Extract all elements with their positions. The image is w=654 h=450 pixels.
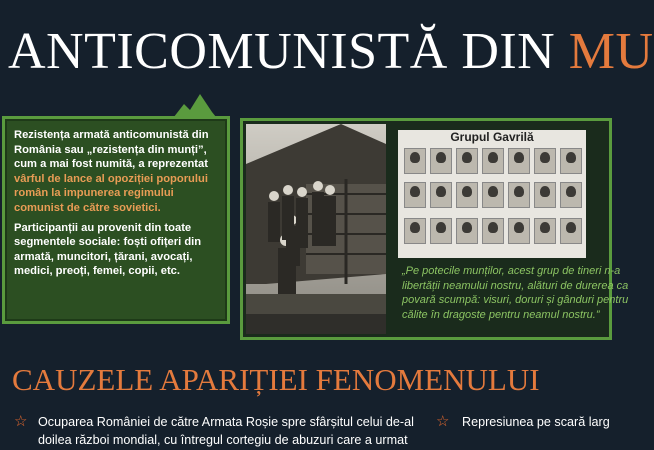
- portrait-board: [398, 130, 586, 258]
- intro-paragraph-2: Participanții au provenit din toate segmentele sociale: foști ofițeri din armată, muncitori, țărani, avocați, medici, preoți, femei, copii, etc.: [14, 221, 202, 278]
- quote-line: „Pe potecile munților, acest grup de tineri n-a: [402, 265, 621, 277]
- portrait: [482, 182, 504, 208]
- portrait: [534, 148, 556, 174]
- portrait: [404, 218, 426, 244]
- quote-line: libertății neamului nostru, alături de durerea ca: [402, 279, 629, 292]
- portrait: [508, 182, 530, 208]
- portrait: [534, 182, 556, 208]
- bullet-item: [462, 413, 610, 431]
- intro-paragraph-1: Rezistența armată anticomunistă din România sau „rezistența din munți”, cum a mai fost numită, a reprezentat vârful de lance al opoziției poporului român la impunerea regimului comunist de către sovietici.: [14, 129, 209, 214]
- bullet-line: Represiunea pe scară larg: [462, 415, 610, 429]
- portrait: [430, 218, 452, 244]
- portrait: [430, 148, 452, 174]
- portrait: [508, 218, 530, 244]
- star-outline-icon: ☆: [14, 413, 28, 430]
- portrait: [456, 148, 478, 174]
- page-title-accent: MU: [568, 23, 654, 80]
- bullet-item: [38, 413, 438, 449]
- group-photo: [246, 124, 386, 334]
- portrait: [560, 218, 582, 244]
- portrait: [456, 218, 478, 244]
- portrait: [482, 218, 504, 244]
- page-title-main: ANTICOMUNISTĂ DIN: [8, 23, 569, 80]
- portrait: [482, 148, 504, 174]
- section-heading: CAUZELE APARIȚIEI FENOMENULUI: [12, 362, 540, 397]
- quote-line: povară scumpă: visuri, doruri și gânduri pentru: [402, 294, 629, 307]
- portrait: [508, 148, 530, 174]
- quote-line: călite în dragoste pentru neamul nostru.”: [402, 308, 600, 321]
- portrait-board-title: Grupul Gavrilă: [450, 130, 534, 144]
- quote-text: [402, 264, 629, 322]
- portrait: [404, 182, 426, 208]
- portrait: [560, 182, 582, 208]
- page-title: [8, 22, 654, 82]
- intro-highlight: vârful de lance al opoziției poporului român la impunerea regimului comunist de către sovietici.: [14, 172, 208, 214]
- portrait: [534, 218, 556, 244]
- bullet-line: Ocuparea României de către Armata Roșie spre sfârșitul celui de-al: [38, 415, 414, 429]
- portrait: [404, 148, 426, 174]
- portrait: [456, 182, 478, 208]
- star-outline-icon: ☆: [436, 413, 450, 430]
- intro-text: [14, 128, 226, 284]
- bullet-line: doilea război mondial, cu întregul cortegiu de abuzuri care a urmat: [38, 433, 408, 447]
- portrait: [430, 182, 452, 208]
- portrait: [560, 148, 582, 174]
